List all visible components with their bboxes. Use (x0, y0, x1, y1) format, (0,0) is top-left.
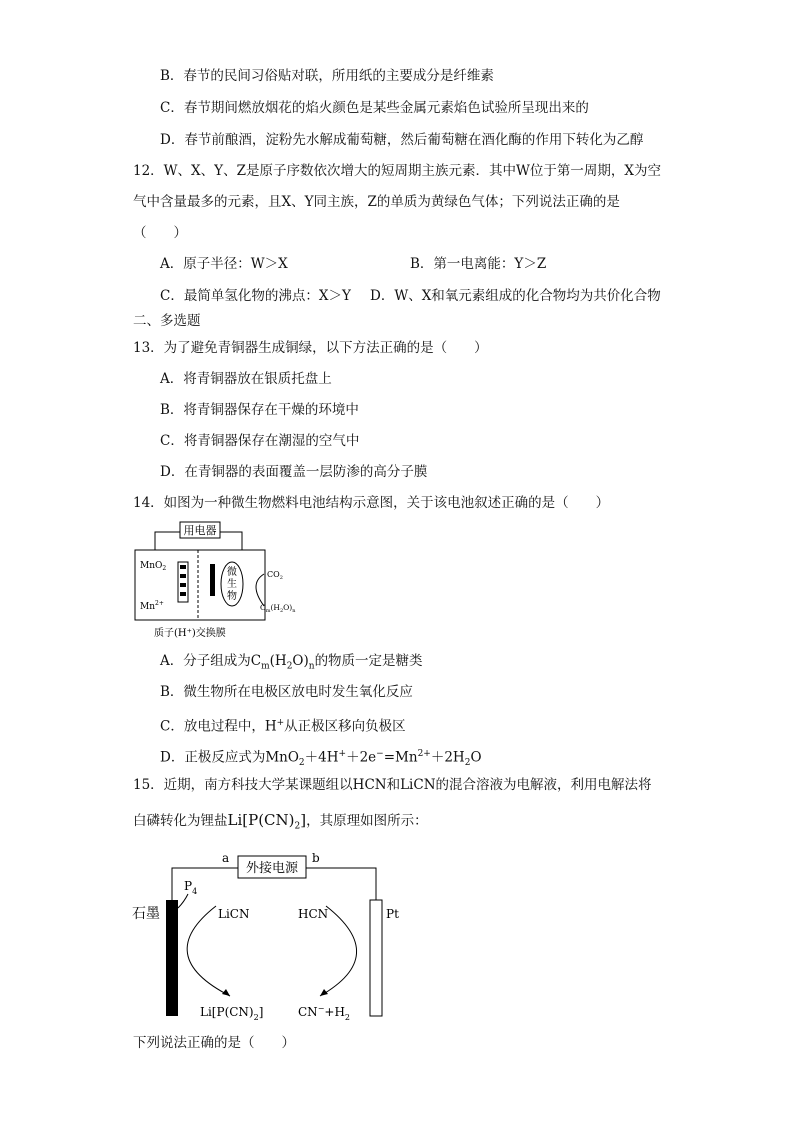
q13-option-a: A．将青铜器放在银质托盘上 (160, 371, 332, 387)
svg-text:CN−+H2 (298, 1004, 350, 1022)
carb-o: O) (283, 603, 293, 612)
q11-option-c: C．春节期间燃放烟花的焰火颜色是某些金属元素焰色试验所呈现出来的 (160, 100, 589, 116)
pt-electrode (370, 900, 382, 1016)
co2-label: CO (267, 570, 280, 579)
q15-stem-line2: 白磷转化为锂盐$Li[P(CN)_2]$，其原理如图所示： (133, 811, 428, 832)
microbe-label-1: 微 (227, 567, 237, 578)
carb-m: m (265, 608, 271, 614)
fuel-cell-diagram (130, 518, 296, 644)
product-left: Li[P(CN) (200, 1005, 254, 1019)
anode-electrode (210, 564, 215, 596)
q12-stem-line1: 12．W、X、Y、Z是原子序数依次增大的短周期主族元素．其中W位于第一周期，X为空 (133, 163, 661, 179)
q14-option-a: A．分子组成为$C_m(H_2O)_n$的物质一定是糖类 (160, 653, 423, 672)
q14-option-c: C．放电过程中，H+从正极区移向负极区 (160, 718, 406, 735)
device-label: 用电器 (183, 524, 217, 537)
mno2-label: MnO (140, 561, 163, 571)
q12-option-a: A．原子半径：W＞X (160, 256, 288, 272)
hcn-label: HCN (298, 907, 329, 921)
q14-stem: 14．如图为一种微生物燃料电池结构示意图，关于该电池叙述正确的是（ ） (133, 495, 610, 511)
q12-option-d: D．W、X和氧元素组成的化合物均为共价化合物 (370, 288, 661, 304)
q12-option-b: B．第一电离能：Y＞Z (410, 256, 547, 272)
q13-option-c: C．将青铜器保存在潮湿的空气中 (160, 433, 360, 449)
svg-text:Li[P(CN)2] (200, 1005, 263, 1022)
graphite-label: 石墨 (132, 906, 160, 922)
carb-c: C (260, 603, 266, 612)
q11-option-b: B．春节的民间习俗贴对联，所用纸的主要成分是纤维素 (160, 68, 494, 84)
terminal-b: b (312, 851, 320, 865)
q13-stem: 13．为了避免青铜器生成铜绿，以下方法正确的是（ ） (133, 340, 488, 356)
graphite-electrode (166, 900, 178, 1016)
q13-option-b: B．将青铜器保存在干燥的环境中 (160, 402, 359, 418)
q12-paren: （ ） (133, 225, 187, 241)
carb-n: n (292, 608, 296, 614)
product-right-h: +H (324, 1005, 345, 1019)
pt-label: Pt (386, 907, 399, 921)
product-right-sup: − (317, 1004, 325, 1013)
product-right: CN (298, 1005, 318, 1019)
svg-text:CO2 (267, 570, 283, 581)
circuit-wire-right (220, 532, 242, 550)
q12-stem-line2: 气中含量最多的元素，且X、Y同主族，Z的单质为黄绿色气体；下列说法正确的是 (133, 194, 620, 210)
product-left-sub: 2 (253, 1013, 259, 1022)
q14-option-d: D．正极反应式为$MnO_2+4H^++2e^-=Mn^{2+}+2H_2O$ (160, 749, 482, 769)
microbe-label-2: 生 (227, 579, 237, 590)
section-heading: 二、多选题 (133, 313, 201, 329)
power-source-label: 外接电源 (245, 861, 299, 876)
q15-stem-line1: 15．近期，南方科技大学某课题组以HCN和LiCN的混合溶液为电解液，利用电解法将 (133, 777, 652, 793)
terminal-a: a (222, 851, 230, 865)
microbe-label-3: 物 (227, 591, 237, 602)
q14-option-b: B．微生物所在电极区放电时发生氧化反应 (160, 684, 413, 700)
p4-label: P (184, 879, 193, 893)
membrane-label: 质子(H⁺)交换膜 (154, 628, 226, 639)
svg-text:Cm(H2O)n (260, 603, 296, 614)
wire-left (172, 868, 238, 902)
co2-sub: 2 (279, 575, 283, 581)
q13-option-d: D．在青铜器的表面覆盖一层防渗的高分子膜 (160, 464, 428, 480)
q15-tail: 下列说法正确的是（ ） (133, 1035, 295, 1051)
carb-h: (H (270, 603, 280, 612)
mno2-sub: 2 (162, 565, 167, 572)
product-left-close: ] (258, 1005, 264, 1019)
svg-text:P4 (184, 879, 197, 896)
mn2-sup: 2+ (155, 600, 164, 607)
mn2-label: Mn (140, 602, 156, 612)
wire-right (306, 868, 376, 902)
product-right-sub: 2 (344, 1013, 351, 1022)
licn-label: LiCN (218, 907, 250, 921)
p4-arrow (178, 894, 188, 908)
circuit-wire (155, 532, 180, 550)
electrolysis-diagram (130, 846, 420, 1028)
q12-option-c: C．最简单氢化物的沸点：X＞Y (160, 288, 351, 304)
q11-option-d: D．春节前酿酒，淀粉先水解成葡萄糖，然后葡萄糖在酒化酶的作用下转化为乙醇 (160, 132, 644, 148)
carb-2: 2 (279, 608, 284, 614)
p4-sub: 4 (192, 887, 198, 896)
